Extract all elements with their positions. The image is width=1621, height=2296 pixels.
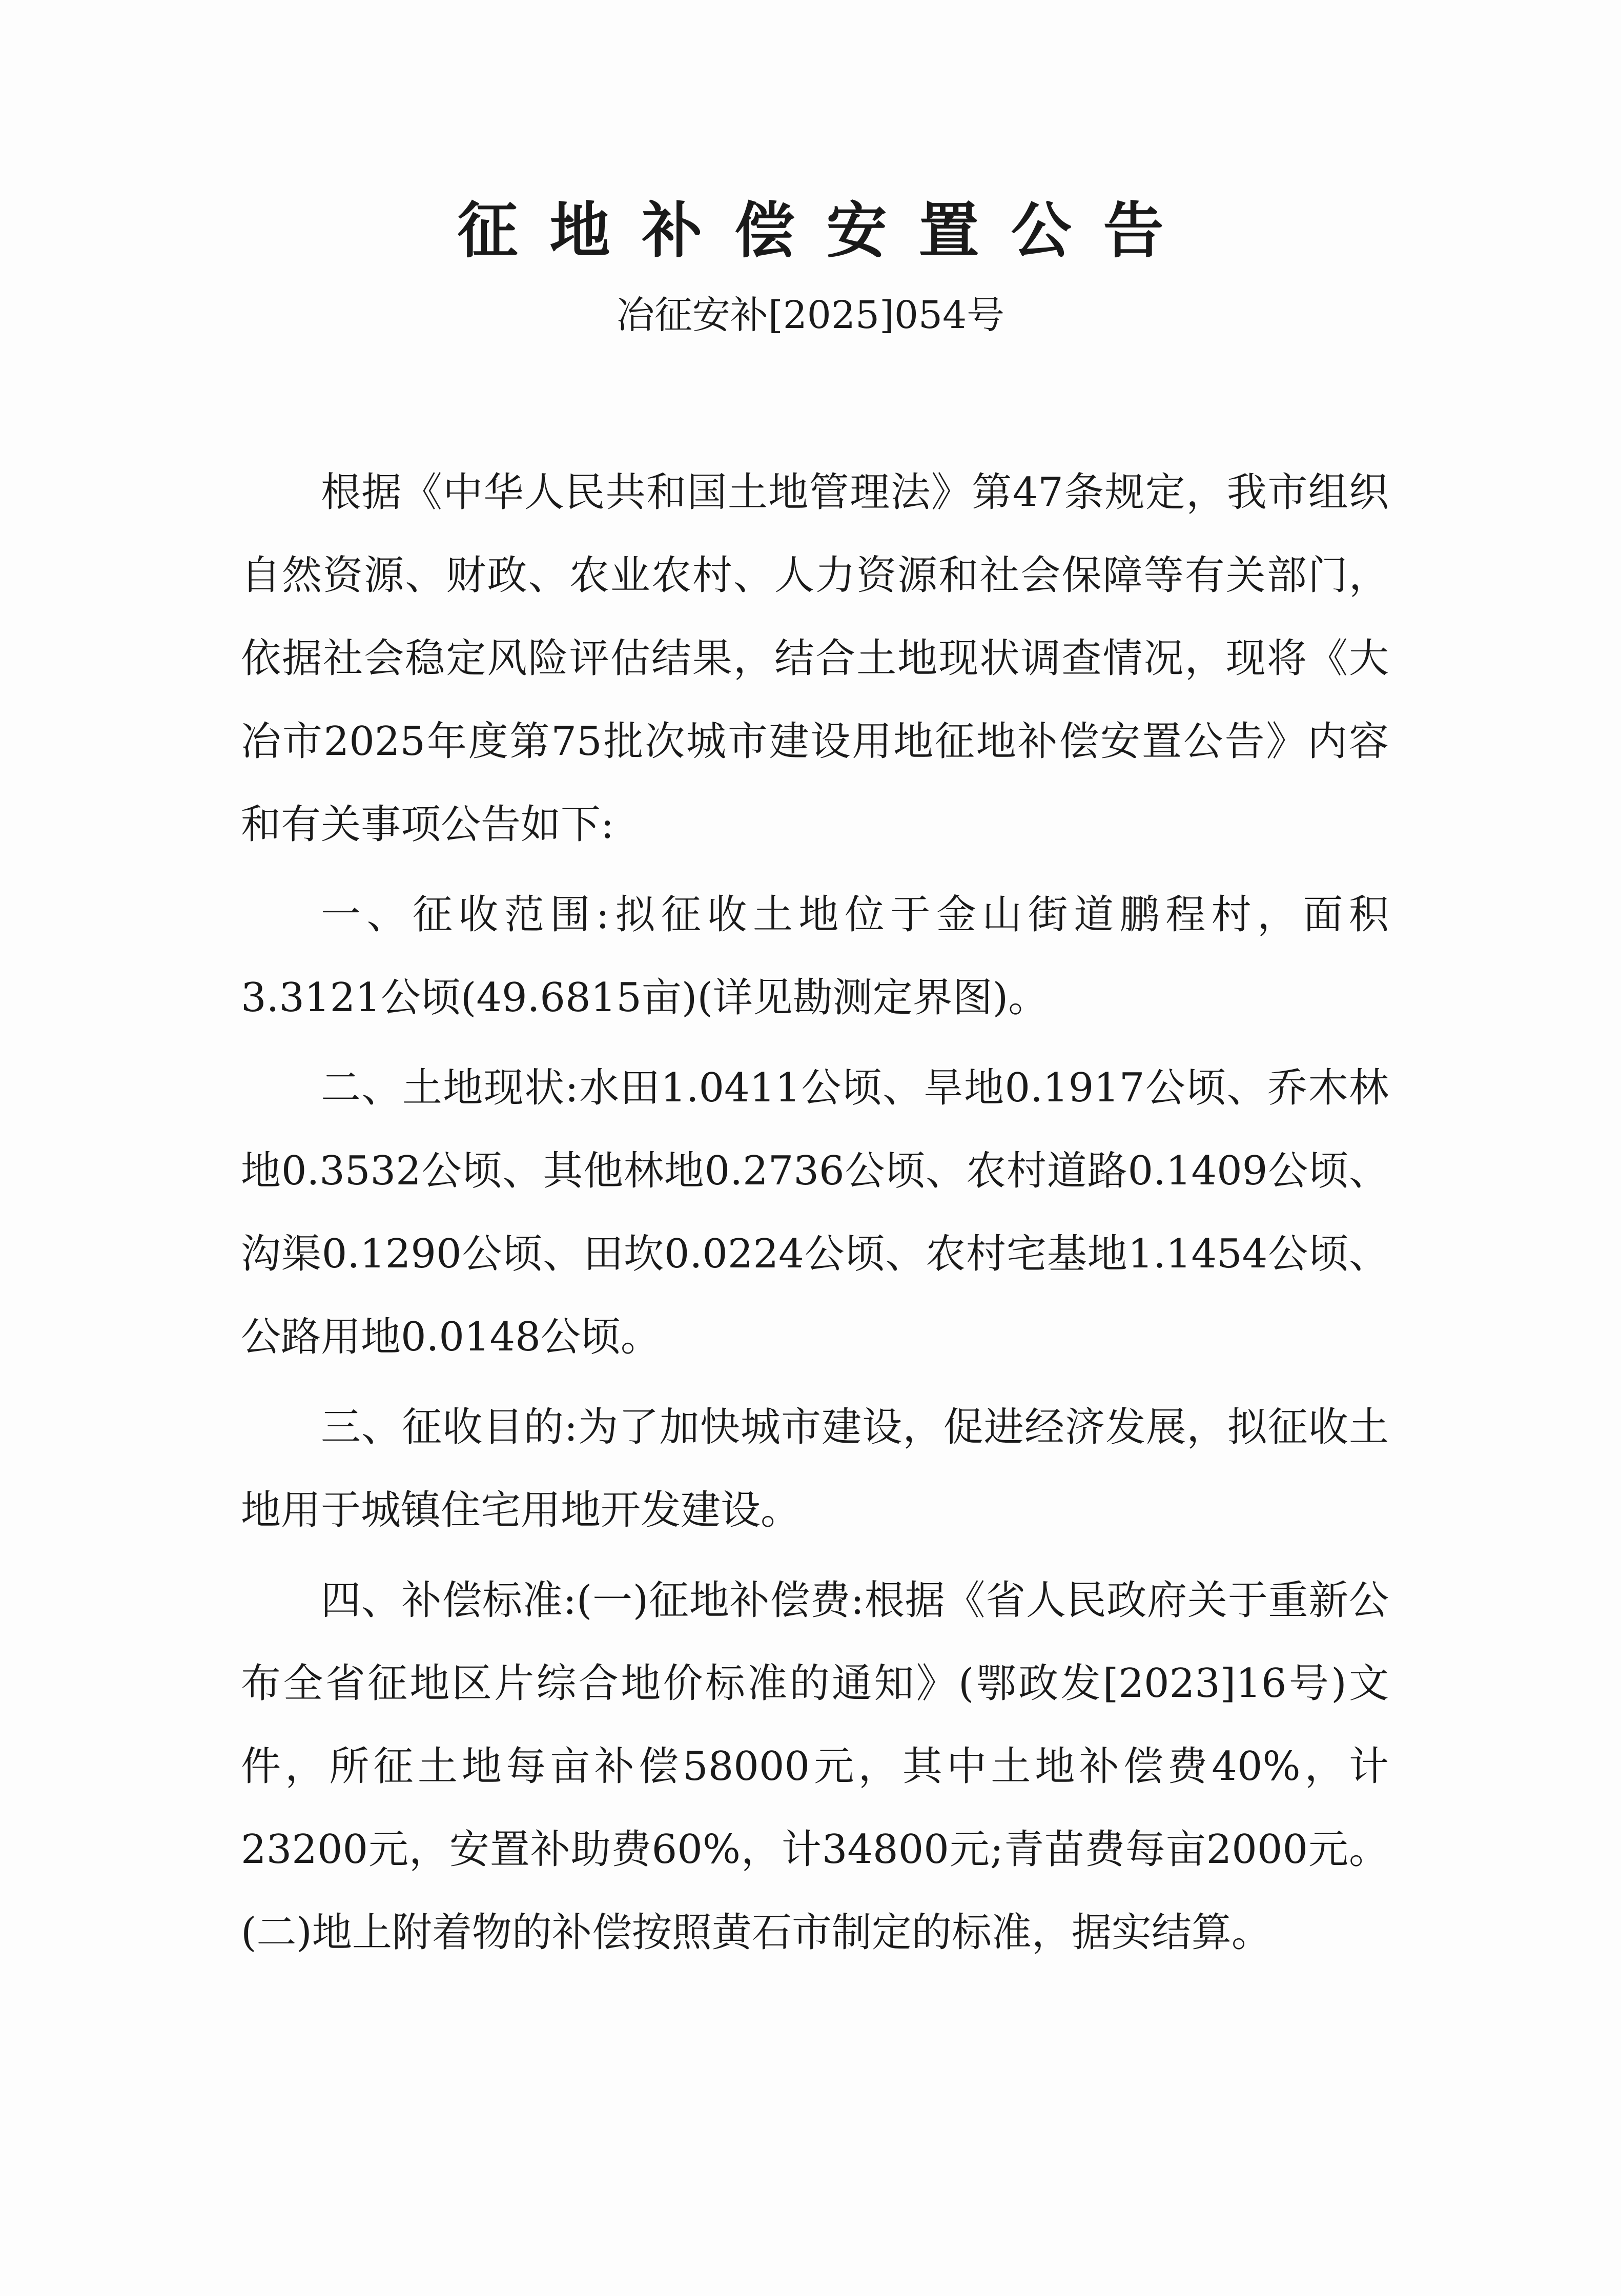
document-body bbox=[241, 451, 1389, 1981]
document-title: 征地补偿安置公告 bbox=[457, 195, 1196, 266]
paragraph-scope: 一、征收范围:拟征收土地位于金山街道鹏程村，面积3.3121公顷(49.6815亩)(详见勘测定界图)。 bbox=[241, 892, 1389, 1021]
paragraph-land-status: 二、土地现状:水田1.0411公顷、旱地0.1917公顷、乔木林地0.3532公顷、其他林地0.2736公顷、农村道路0.1409公顷、沟渠0.1290公顷、田坎0.0224公顷、农村宅基地1.1454公顷、公路用地0.0148公顷。 bbox=[241, 1065, 1389, 1360]
document-number: 冶征安补[2025]054号 bbox=[616, 293, 1005, 337]
paragraph-intro: 根据《中华人民共和国土地管理法》第47条规定，我市组织自然资源、财政、农业农村、人力资源和社会保障等有关部门，依据社会稳定风险评估结果，结合土地现状调查情况，现将《大冶市2025年度第75批次城市建设用地征地补偿安置公告》内容和有关事项公告如下: bbox=[241, 469, 1389, 848]
paragraph-purpose: 三、征收目的:为了加快城市建设，促进经济发展，拟征收土地用于城镇住宅用地开发建设。 bbox=[241, 1404, 1389, 1533]
paragraph-compensation: 四、补偿标准:(一)征地补偿费:根据《省人民政府关于重新公布全省征地区片综合地价标准的通知》(鄂政发[2023]16号)文件，所征土地每亩补偿58000元，其中土地补偿费40%，计23200元，安置补助费60%，计34800元;青苗费每亩2000元。(二)地上附着物的补偿按照黄石市制定的标准，据实结算。 bbox=[241, 1577, 1389, 1956]
